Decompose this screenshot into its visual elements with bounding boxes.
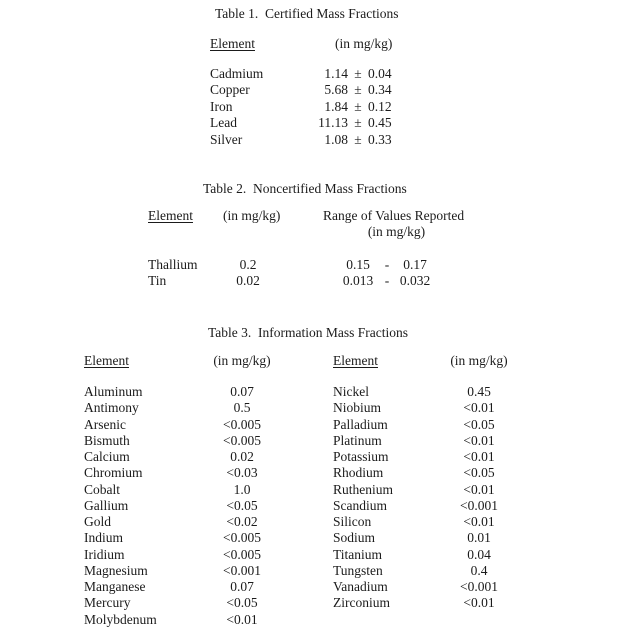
range-from-value: 0.013 [342, 273, 374, 289]
column-gap [292, 595, 333, 611]
element-name: Silver [210, 131, 243, 147]
uncertainty-value: 0.45 [368, 115, 392, 131]
table-row [210, 99, 420, 115]
mass-fraction-value: <0.005 [223, 432, 261, 448]
mass-fraction-value: 0.4 [470, 562, 488, 578]
table-3-header-element-left: Element [84, 353, 129, 368]
mass-fraction-value: 0.45 [467, 384, 491, 399]
element-name: Rhodium [333, 465, 384, 481]
column-gap [292, 400, 333, 416]
mass-fraction-value: 11.13 [318, 115, 348, 131]
element-name: Vanadium [333, 579, 388, 594]
element-name: Copper [210, 82, 250, 98]
table-3-header-unit-right: (in mg/kg) [450, 353, 508, 368]
element-name: Bismuth [84, 432, 130, 448]
table-3-header-row [84, 353, 529, 369]
table-2-body [148, 257, 448, 290]
table-row [210, 82, 420, 98]
plus-minus-sign: ± [354, 131, 362, 147]
mass-fraction-value [429, 612, 529, 628]
table-2-header-unit: (in mg/kg) [223, 208, 281, 223]
element-name: Aluminum [84, 384, 143, 399]
element-name [333, 612, 429, 628]
mass-fraction-value: <0.01 [463, 595, 495, 611]
plus-minus-sign: ± [354, 66, 362, 81]
element-name: Tungsten [333, 562, 383, 578]
table-1-header-element: Element [210, 36, 255, 51]
range-dash: - [384, 273, 390, 289]
element-name: Magnesium [84, 562, 148, 578]
column-gap [292, 384, 333, 400]
table-1-header-row [210, 36, 420, 52]
element-name: Sodium [333, 530, 376, 546]
plus-minus-sign: ± [354, 82, 362, 98]
mass-fraction-value: 0.07 [230, 579, 254, 594]
element-name: Nickel [333, 384, 369, 399]
range-to-value: 0.032 [399, 273, 431, 289]
element-name: Platinum [333, 432, 382, 448]
element-name: Palladium [333, 416, 388, 432]
element-name: Zirconium [333, 595, 390, 611]
element-name: Scandium [333, 497, 387, 513]
mass-fraction-value: <0.05 [226, 497, 258, 513]
element-name: Calcium [84, 449, 130, 464]
element-name: Indium [84, 530, 123, 546]
element-name: Niobium [333, 400, 382, 416]
table-3-title: Table 3. Information Mass Fractions [208, 325, 409, 340]
mass-fraction-value: 0.5 [233, 400, 251, 416]
mass-fraction-value: <0.01 [463, 514, 495, 529]
table-row [210, 115, 420, 131]
column-gap [278, 273, 333, 289]
table-row [148, 273, 448, 289]
mass-fraction-value: 0.07 [230, 384, 254, 399]
column-gap [292, 530, 333, 546]
element-name: Mercury [84, 595, 131, 611]
table-row [210, 66, 420, 82]
column-gap [292, 498, 333, 514]
mass-fraction-value: <0.05 [226, 595, 258, 611]
column-gap [292, 514, 333, 530]
element-name: Cobalt [84, 481, 120, 497]
table-3-header-element-right: Element [333, 353, 378, 368]
element-name: Iridium [84, 546, 125, 562]
element-name: Gold [84, 514, 111, 529]
column-gap [292, 353, 333, 369]
mass-fraction-value: <0.01 [463, 449, 495, 464]
mass-fraction-value: <0.02 [226, 514, 258, 529]
table-row [148, 257, 448, 273]
uncertainty-value: 0.04 [368, 66, 392, 81]
table-1-header-unit: (in mg/kg) [335, 36, 393, 51]
range-dash: - [384, 257, 390, 272]
mass-fraction-value: <0.001 [460, 579, 498, 594]
element-name: Gallium [84, 497, 129, 513]
mass-fraction-value: <0.05 [463, 465, 495, 481]
mass-fraction-value: 0.02 [236, 273, 260, 289]
column-gap [292, 449, 333, 465]
plus-minus-sign: ± [354, 115, 362, 131]
element-name: Lead [210, 115, 237, 131]
mass-fraction-value: <0.01 [463, 400, 495, 416]
uncertainty-value: 0.34 [368, 82, 392, 98]
mass-fraction-value: <0.01 [463, 481, 495, 497]
mass-fraction-value: 1.14 [324, 66, 348, 81]
element-name: Molybdenum [84, 611, 157, 627]
mass-fraction-value: 1.84 [324, 98, 348, 114]
table-2-header-row [148, 208, 488, 244]
uncertainty-value: 0.33 [368, 131, 392, 147]
table-3-header-unit-left: (in mg/kg) [213, 353, 271, 368]
column-gap [292, 433, 333, 449]
mass-fraction-value: 0.02 [230, 449, 254, 464]
element-name: Manganese [84, 579, 146, 594]
element-name: Cadmium [210, 66, 264, 81]
column-gap [292, 465, 333, 481]
table-2-header-range-line2: (in mg/kg) [367, 224, 426, 239]
element-name: Silicon [333, 514, 372, 529]
range-from-value: 0.15 [346, 257, 370, 272]
mass-fraction-value: <0.01 [226, 611, 258, 627]
range-to-value: 0.17 [403, 257, 427, 272]
mass-fraction-value: 1.08 [324, 131, 348, 147]
table-2-title: Table 2. Noncertified Mass Fractions [203, 181, 407, 196]
column-gap [292, 563, 333, 579]
mass-fraction-value: 0.04 [467, 546, 491, 562]
column-gap [292, 417, 333, 433]
element-name: Thallium [148, 257, 198, 272]
column-gap [292, 547, 333, 563]
element-name: Antimony [84, 400, 139, 416]
table-row [210, 132, 420, 148]
table-3-body [84, 384, 529, 628]
uncertainty-value: 0.12 [368, 98, 392, 114]
mass-fraction-value: 0.2 [239, 257, 257, 272]
mass-fraction-value: <0.01 [463, 432, 495, 448]
mass-fraction-value: 1.0 [233, 481, 251, 497]
mass-fraction-value: <0.001 [223, 562, 261, 578]
column-gap [292, 482, 333, 498]
mass-fraction-value: <0.005 [223, 416, 261, 432]
column-gap [292, 612, 333, 628]
element-name: Arsenic [84, 416, 126, 432]
mass-fraction-value: <0.005 [223, 530, 261, 546]
column-gap [278, 257, 333, 273]
mass-fraction-value: <0.005 [223, 546, 261, 562]
element-name: Potassium [333, 449, 389, 464]
element-name: Tin [148, 273, 167, 289]
mass-fraction-value: <0.001 [460, 497, 498, 513]
mass-fraction-value: 5.68 [324, 82, 348, 98]
mass-fraction-value: 0.01 [467, 530, 491, 546]
table-1-body [210, 66, 420, 148]
element-name: Iron [210, 98, 233, 114]
table-2-header-range-line1: Range of Values Reported [323, 208, 465, 223]
element-name: Titanium [333, 546, 383, 562]
column-gap [292, 579, 333, 595]
element-name: Ruthenium [333, 481, 393, 497]
table-1-title: Table 1. Certified Mass Fractions [215, 6, 399, 21]
mass-fraction-value: <0.03 [226, 465, 258, 481]
plus-minus-sign: ± [354, 98, 362, 114]
mass-fraction-value: <0.05 [463, 416, 495, 432]
table-2-header-element: Element [148, 208, 193, 223]
element-name: Chromium [84, 465, 143, 481]
